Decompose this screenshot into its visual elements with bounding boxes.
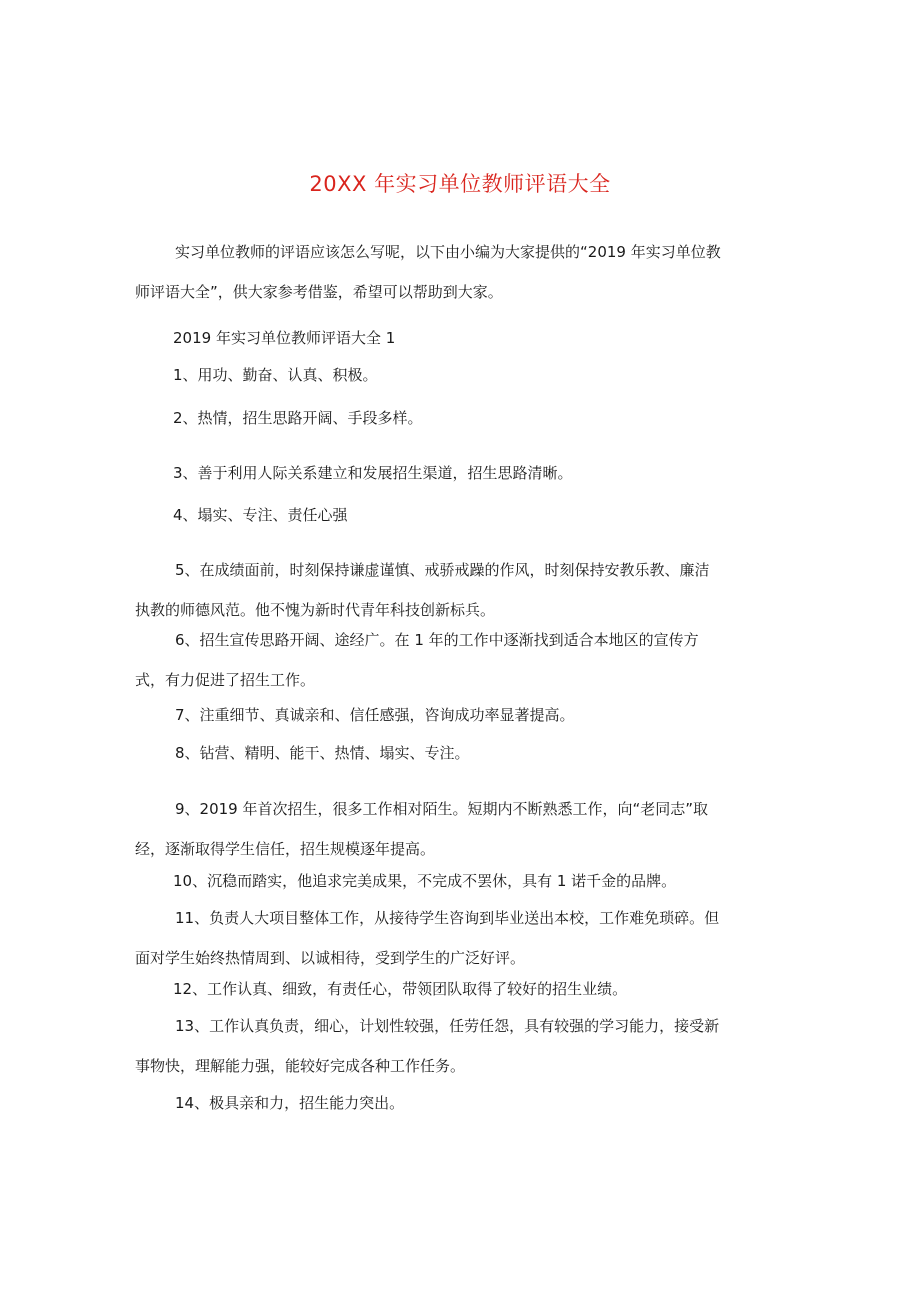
list-item: [135, 789, 785, 869]
list-item-text: 2、热情，招生思路开阔、手段多样。: [173, 409, 423, 427]
section-heading: [173, 318, 823, 358]
list-item: [175, 695, 825, 735]
list-item-text: 5、在成绩面前，时刻保持谦虚谨慎、戒骄戒躁的作风，时刻保持安教乐教、廉洁: [175, 561, 710, 579]
list-item: [175, 733, 825, 773]
list-item: [175, 1083, 825, 1123]
list-item-text: 事物快，理解能力强，能较好完成各种工作任务。: [135, 1057, 466, 1075]
list-item: [173, 495, 823, 535]
list-item-text: 1、用功、勤奋、认真、积极。: [173, 366, 378, 384]
section-heading-text: 2019 年实习单位教师评语大全 1: [173, 329, 396, 347]
list-item: [135, 550, 785, 630]
list-item-text: 面对学生始终热情周到、以诚相待，受到学生的广泛好评。: [135, 949, 526, 967]
list-item: [135, 898, 785, 978]
list-item-text: 12、工作认真、细致，有责任心，带领团队取得了较好的招生业绩。: [173, 980, 628, 998]
list-item: [173, 355, 823, 395]
list-item-text: 执教的师德风范。他不愧为新时代青年科技创新标兵。: [135, 601, 496, 619]
intro-line: 师评语大全”，供大家参考借鉴，希望可以帮助到大家。: [135, 283, 503, 301]
intro-line: 实习单位教师的评语应该怎么写呢，以下由小编为大家提供的“2019 年实习单位教: [175, 243, 721, 261]
list-item-text: 9、2019 年首次招生，很多工作相对陌生。短期内不断熟悉工作，向“老同志”取: [175, 800, 709, 818]
list-item-text: 4、塌实、专注、责任心强: [173, 506, 348, 524]
list-item-text: 10、沉稳而踏实，他追求完美成果，不完成不罢休，具有 1 诺千金的品牌。: [173, 872, 677, 890]
document-title: 20XX 年实习单位教师评语大全: [309, 172, 611, 196]
list-item-text: 式，有力促进了招生工作。: [135, 671, 316, 689]
list-item-text: 14、极具亲和力，招生能力突出。: [175, 1094, 405, 1112]
list-item: [173, 453, 823, 493]
list-item-text: 8、钻营、精明、能干、热情、塌实、专注。: [175, 744, 470, 762]
list-item-text: 7、注重细节、真诚亲和、信任感强，咨询成功率显著提高。: [175, 706, 575, 724]
list-item-text: 6、招生宣传思路开阔、途经广。在 1 年的工作中逐渐找到适合本地区的宣传方: [175, 631, 699, 649]
list-item-text: 13、工作认真负责，细心，计划性较强，任劳任怨，具有较强的学习能力，接受新: [175, 1017, 720, 1035]
list-item: [173, 398, 823, 438]
list-item: [173, 969, 823, 1009]
list-item-text: 3、善于利用人际关系建立和发展招生渠道，招生思路清晰。: [173, 464, 573, 482]
list-item: [135, 1006, 785, 1086]
list-item-text: 经，逐渐取得学生信任，招生规模逐年提高。: [135, 840, 436, 858]
list-item: [135, 620, 785, 700]
list-item-text: 11、负责人大项目整体工作，从接待学生咨询到毕业送出本校，工作难免琐碎。但: [175, 909, 720, 927]
intro-paragraph: [135, 232, 785, 312]
list-item: [173, 861, 823, 901]
